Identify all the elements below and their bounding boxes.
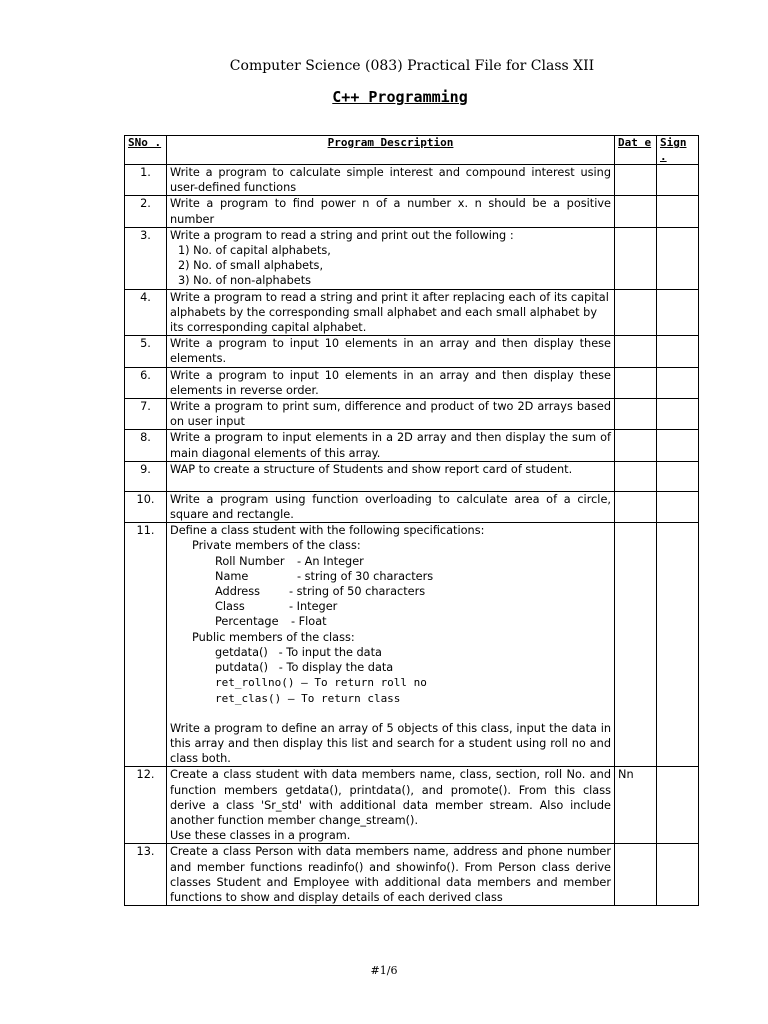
- row-description: Write a program to input elements in a 2D array and then display the sum of main diagonal elements of this array.: [167, 430, 615, 461]
- table-row: [125, 461, 699, 491]
- row-date: [615, 523, 657, 767]
- member-spec: - string of 30 characters: [297, 569, 434, 583]
- list-item: 2) No. of small alphabets,: [178, 259, 324, 273]
- row-description: Write a program to calculate simple interest and compound interest using user-defined functions: [167, 165, 615, 196]
- row-sign: [657, 227, 699, 289]
- row-description: Write a program to input 10 elements in an array and then display these elements.: [167, 336, 615, 367]
- row-number: 9.: [125, 461, 167, 491]
- row-description: Write a program to find power n of a number x. n should be a positive number: [167, 196, 615, 227]
- row-description: Write a program to print sum, difference and product of two 2D arrays based on user input: [167, 399, 615, 430]
- row-sign: [657, 367, 699, 398]
- row-number: 2.: [125, 196, 167, 227]
- table-row: [125, 430, 699, 461]
- row-date: [615, 289, 657, 336]
- document-title: Computer Science (083) Practical File for Class XII: [229, 58, 595, 74]
- member-spec: - Float: [291, 615, 327, 629]
- class-task: Write a program to define an array of 5 objects of this class, input the data in this array and then display this list and search for a student using roll no and class both.: [170, 721, 611, 766]
- row-description: Write a program to read a string and print it after replacing each of its capital alphabets by the corresponding small alphabet and each small alphabet by its corresponding capital alphabet.: [167, 289, 615, 336]
- header-description: Program Description: [167, 136, 615, 165]
- member-item: getdata() - To input the data: [215, 645, 382, 659]
- row-number: 11.: [125, 523, 167, 767]
- private-heading: Private members of the class:: [192, 539, 361, 553]
- row-description: [167, 523, 615, 767]
- row-date: Nn: [615, 767, 657, 844]
- row-number: 10.: [125, 491, 167, 522]
- member-item: ret_clas() – To return class: [215, 691, 401, 705]
- header-sno: SNo .: [125, 136, 167, 165]
- member-name: Name: [215, 569, 249, 583]
- row-sign: [657, 430, 699, 461]
- row-description: [167, 767, 615, 844]
- row-description-text: Create a class student with data members name, class, section, roll No. and function members getdata(), printdata(), and promote(). From this class derive a class 'Sr_std' with additional data member stream. Also include another function member change_stream().: [170, 768, 611, 827]
- table-row: [125, 196, 699, 227]
- row-number: 12.: [125, 767, 167, 844]
- row-sign: [657, 289, 699, 336]
- row-description: Write a program to input 10 elements in an array and then display these elements in reverse order.: [167, 367, 615, 398]
- row-date: [615, 430, 657, 461]
- header-date: Dat e: [615, 136, 657, 165]
- row-number: 6.: [125, 367, 167, 398]
- program-table: [124, 135, 699, 906]
- row-sign: [657, 399, 699, 430]
- row-sign: [657, 523, 699, 767]
- row-number: 13.: [125, 844, 167, 906]
- table-header-row: [125, 136, 699, 165]
- row-description-text: Write a program to read a string and print out the following :: [170, 228, 514, 242]
- table-row: [125, 523, 699, 767]
- table-row: [125, 844, 699, 906]
- table-row: [125, 289, 699, 336]
- row-sign: [657, 165, 699, 196]
- page-number: #1/6: [370, 964, 398, 977]
- row-description: WAP to create a structure of Students and show report card of student.: [167, 461, 615, 491]
- row-sign: [657, 461, 699, 491]
- table-row: [125, 227, 699, 289]
- member-item: ret_rollno() – To return roll no: [215, 676, 427, 690]
- row-description: [167, 227, 615, 289]
- row-date: [615, 165, 657, 196]
- member-spec: - Integer: [289, 600, 338, 614]
- row-number: 3.: [125, 227, 167, 289]
- row-date: [615, 336, 657, 367]
- row-date: [615, 399, 657, 430]
- header-sign: Sign .: [657, 136, 699, 165]
- member-item: [170, 614, 611, 629]
- member-spec: - An Integer: [297, 554, 364, 568]
- row-date: [615, 844, 657, 906]
- member-item: putdata() - To display the data: [215, 661, 394, 675]
- row-sign: [657, 491, 699, 522]
- document-subtitle: C++ Programming: [332, 88, 468, 106]
- list-item: 1) No. of capital alphabets,: [178, 244, 331, 258]
- row-description-extra: Use these classes in a program.: [170, 829, 351, 843]
- row-number: 7.: [125, 399, 167, 430]
- class-intro: Define a class student with the following specifications:: [170, 524, 485, 538]
- member-item: [170, 584, 611, 599]
- row-number: 8.: [125, 430, 167, 461]
- row-number: 1.: [125, 165, 167, 196]
- row-date: [615, 227, 657, 289]
- spacer: [170, 706, 611, 721]
- row-number: 5.: [125, 336, 167, 367]
- row-sign: [657, 844, 699, 906]
- row-sign: [657, 767, 699, 844]
- table-row: [125, 165, 699, 196]
- member-item: [170, 569, 611, 584]
- member-name: Roll Number: [215, 554, 285, 568]
- row-description: Create a class Person with data members name, address and phone number and member functions readinfo() and showinfo(). From Person class derive classes Student and Employee with additional data members and member functions to show and display details of each derived class: [167, 844, 615, 906]
- member-item: [170, 599, 611, 614]
- row-date: [615, 461, 657, 491]
- row-description: Write a program using function overloading to calculate area of a circle, square and rectangle.: [167, 491, 615, 522]
- row-date: [615, 491, 657, 522]
- member-item: [170, 554, 611, 569]
- table-row: [125, 367, 699, 398]
- table-row: [125, 336, 699, 367]
- public-heading: Public members of the class:: [192, 630, 355, 644]
- row-sign: [657, 336, 699, 367]
- list-item: 3) No. of non-alphabets: [178, 274, 312, 288]
- member-spec: - string of 50 characters: [289, 585, 426, 599]
- row-sign: [657, 196, 699, 227]
- member-name: Percentage: [215, 615, 279, 629]
- table-row: [125, 399, 699, 430]
- row-date: [615, 196, 657, 227]
- table-row: [125, 491, 699, 522]
- member-name: Class: [215, 600, 245, 614]
- table-row: [125, 767, 699, 844]
- row-number: 4.: [125, 289, 167, 336]
- member-name: Address: [215, 585, 260, 599]
- row-date: [615, 367, 657, 398]
